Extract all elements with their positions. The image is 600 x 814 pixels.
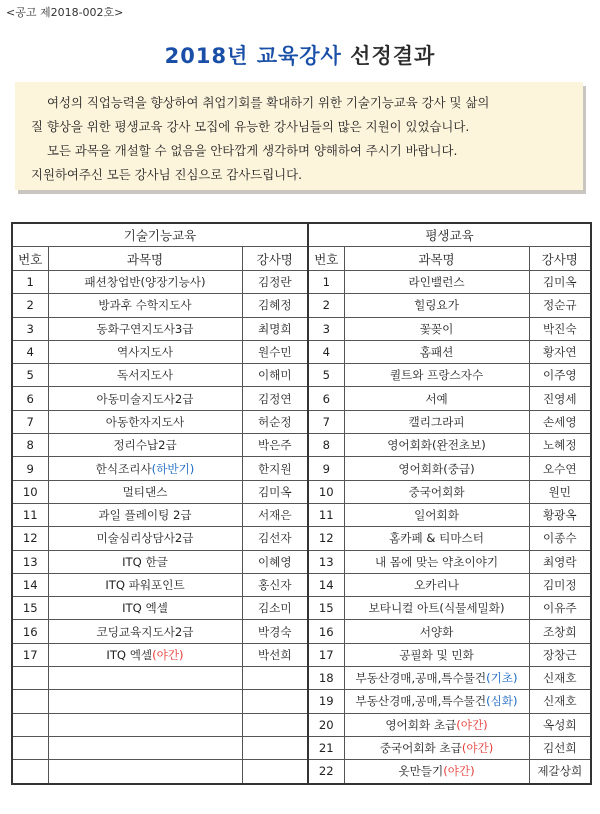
cell-no: 13 bbox=[12, 550, 48, 573]
empty-cell bbox=[12, 736, 48, 759]
subject-text: 독서지도사 bbox=[117, 368, 173, 383]
cell-no: 4 bbox=[12, 340, 48, 363]
page-title bbox=[0, 40, 600, 70]
cell-instructor: 김정란 bbox=[242, 271, 308, 294]
cell-instructor: 김소미 bbox=[242, 597, 308, 620]
cell-instructor: 최영락 bbox=[529, 550, 591, 573]
table-row bbox=[12, 573, 591, 596]
cell-instructor: 장창근 bbox=[529, 643, 591, 666]
cell-subject bbox=[48, 317, 242, 340]
table-row bbox=[12, 713, 591, 736]
cell-subject bbox=[344, 434, 529, 457]
subject-text: 미술심리상담사2급 bbox=[96, 531, 194, 546]
empty-cell bbox=[12, 690, 48, 713]
notice-box bbox=[15, 82, 583, 190]
table-row bbox=[12, 667, 591, 690]
cell-instructor: 허순정 bbox=[242, 410, 308, 433]
subject-text: 퀼트와 프랑스자수 bbox=[389, 368, 484, 383]
cell-subject bbox=[48, 550, 242, 573]
col-header-instructor: 강사명 bbox=[242, 247, 308, 271]
empty-cell bbox=[242, 667, 308, 690]
cell-subject bbox=[344, 597, 529, 620]
subject-text: 홈카페 & 티마스터 bbox=[389, 531, 484, 546]
cell-subject bbox=[344, 364, 529, 387]
cell-no: 22 bbox=[308, 760, 344, 784]
cell-no: 6 bbox=[12, 387, 48, 410]
subject-text: 중국어회화 초급 bbox=[379, 741, 462, 756]
cell-subject bbox=[344, 643, 529, 666]
subject-text: 영어회화(중급) bbox=[398, 461, 475, 476]
cell-instructor: 김선자 bbox=[242, 527, 308, 550]
table-row bbox=[12, 503, 591, 526]
title-rest: 선정결과 bbox=[350, 44, 436, 68]
subject-text: 부동산경매,공매,특수물건 bbox=[355, 671, 487, 686]
cell-subject bbox=[48, 597, 242, 620]
subject-text: 서예 bbox=[425, 391, 448, 406]
cell-subject bbox=[344, 271, 529, 294]
cell-subject bbox=[344, 503, 529, 526]
cell-no: 16 bbox=[308, 620, 344, 643]
cell-no: 4 bbox=[308, 340, 344, 363]
cell-instructor: 홍신자 bbox=[242, 573, 308, 596]
cell-no: 1 bbox=[12, 271, 48, 294]
cell-instructor: 오수연 bbox=[529, 457, 591, 480]
cell-instructor: 박은주 bbox=[242, 434, 308, 457]
cell-no: 5 bbox=[308, 364, 344, 387]
subject-tag: (기초) bbox=[486, 671, 518, 686]
cell-no: 7 bbox=[12, 410, 48, 433]
cell-no: 17 bbox=[308, 643, 344, 666]
notice-line: 여성의 직업능력을 향상하여 취업기회를 확대하기 위한 기술기능교육 강사 및 삶의 bbox=[47, 95, 490, 110]
cell-no: 17 bbox=[12, 643, 48, 666]
subject-text: 아동미술지도사2급 bbox=[96, 391, 194, 406]
cell-no: 8 bbox=[12, 434, 48, 457]
cell-instructor: 박선희 bbox=[242, 643, 308, 666]
subject-text: ITQ 파워포인트 bbox=[105, 578, 185, 592]
subject-text: 패션창업반(양장기능사) bbox=[84, 275, 206, 290]
cell-no: 1 bbox=[308, 271, 344, 294]
cell-no: 9 bbox=[308, 457, 344, 480]
cell-subject bbox=[344, 550, 529, 573]
cell-no: 11 bbox=[308, 503, 344, 526]
table-row bbox=[12, 597, 591, 620]
subject-text: 아동한자지도사 bbox=[105, 414, 185, 429]
cell-instructor: 박경숙 bbox=[242, 620, 308, 643]
col-header-subject: 과목명 bbox=[48, 247, 242, 271]
cell-no: 3 bbox=[12, 317, 48, 340]
col-header-instructor: 강사명 bbox=[529, 247, 591, 271]
cell-instructor: 김미옥 bbox=[242, 480, 308, 503]
cell-no: 3 bbox=[308, 317, 344, 340]
cell-instructor: 최명희 bbox=[242, 317, 308, 340]
cell-subject bbox=[48, 410, 242, 433]
cell-instructor: 옥성희 bbox=[529, 713, 591, 736]
cell-subject bbox=[344, 527, 529, 550]
subject-text: 동화구연지도사3급 bbox=[96, 321, 194, 336]
cell-no: 10 bbox=[12, 480, 48, 503]
cell-no: 7 bbox=[308, 410, 344, 433]
notice-line: 지원하여주신 모든 강사님 진심으로 감사드립니다. bbox=[31, 167, 303, 182]
subject-text: 보타니컬 아트(식물세밀화) bbox=[368, 601, 505, 616]
empty-cell bbox=[48, 736, 242, 759]
cell-subject bbox=[48, 643, 242, 666]
cell-subject bbox=[344, 760, 529, 784]
subject-tag: (야간) bbox=[443, 764, 475, 779]
table-row bbox=[12, 620, 591, 643]
results-table bbox=[11, 222, 592, 785]
cell-no: 14 bbox=[308, 573, 344, 596]
cell-no: 13 bbox=[308, 550, 344, 573]
table-body bbox=[12, 271, 591, 784]
col-header-no: 번호 bbox=[308, 247, 344, 271]
subject-text: 홈패션 bbox=[419, 345, 454, 360]
subject-text: 부동산경매,공매,특수물건 bbox=[355, 694, 487, 709]
subject-tag: (야간) bbox=[461, 741, 494, 756]
cell-subject bbox=[344, 736, 529, 759]
subject-text: 방과후 수학지도사 bbox=[98, 298, 192, 313]
cell-subject bbox=[48, 480, 242, 503]
cell-no: 5 bbox=[12, 364, 48, 387]
cell-instructor: 이종수 bbox=[529, 527, 591, 550]
cell-subject bbox=[344, 410, 529, 433]
cell-instructor: 노혜정 bbox=[529, 434, 591, 457]
title-highlight: 2018년 교육강사 bbox=[164, 44, 342, 68]
cell-subject bbox=[344, 667, 529, 690]
table-row bbox=[12, 457, 591, 480]
cell-instructor: 제갈상희 bbox=[529, 760, 591, 784]
empty-cell bbox=[12, 667, 48, 690]
cell-no: 14 bbox=[12, 573, 48, 596]
cell-no: 16 bbox=[12, 620, 48, 643]
cell-instructor: 김미옥 bbox=[529, 271, 591, 294]
cell-subject bbox=[48, 271, 242, 294]
table-row bbox=[12, 317, 591, 340]
cell-no: 20 bbox=[308, 713, 344, 736]
empty-cell bbox=[242, 713, 308, 736]
notice-number: <공고 제2018-002호> bbox=[6, 6, 124, 19]
cell-instructor: 이혜영 bbox=[242, 550, 308, 573]
cell-subject bbox=[344, 340, 529, 363]
cell-no: 10 bbox=[308, 480, 344, 503]
table-row bbox=[12, 340, 591, 363]
subject-text: 일어회화 bbox=[414, 508, 459, 523]
subject-text: 공필화 및 민화 bbox=[399, 647, 474, 662]
cell-instructor: 황광옥 bbox=[529, 503, 591, 526]
cell-instructor: 서재은 bbox=[242, 503, 308, 526]
cell-instructor: 이주영 bbox=[529, 364, 591, 387]
subject-tag: (심화) bbox=[486, 694, 518, 709]
subject-tag: (야간) bbox=[456, 717, 488, 732]
empty-cell bbox=[242, 690, 308, 713]
cell-no: 9 bbox=[12, 457, 48, 480]
subject-text: 힐링요가 bbox=[414, 298, 459, 313]
subject-text: 정리수납2급 bbox=[113, 438, 177, 453]
subject-text: 중국어회화 bbox=[408, 484, 465, 499]
cell-subject bbox=[344, 690, 529, 713]
cell-subject bbox=[344, 713, 529, 736]
cell-no: 6 bbox=[308, 387, 344, 410]
table-row bbox=[12, 271, 591, 294]
empty-cell bbox=[48, 713, 242, 736]
cell-instructor: 김선희 bbox=[529, 736, 591, 759]
cell-subject bbox=[48, 364, 242, 387]
empty-cell bbox=[242, 736, 308, 759]
cell-subject bbox=[344, 317, 529, 340]
table-row bbox=[12, 527, 591, 550]
table-row bbox=[12, 690, 591, 713]
table-row bbox=[12, 364, 591, 387]
subject-text: 역사지도사 bbox=[117, 345, 173, 360]
cell-instructor: 이해미 bbox=[242, 364, 308, 387]
cell-instructor: 정순규 bbox=[529, 294, 591, 317]
subject-text: 라인밸런스 bbox=[408, 275, 465, 290]
subject-tag: (야간) bbox=[152, 647, 184, 662]
cell-no: 2 bbox=[12, 294, 48, 317]
table-row bbox=[12, 736, 591, 759]
col-header-no: 번호 bbox=[12, 247, 48, 271]
subject-text: 오카리나 bbox=[414, 578, 459, 592]
cell-no: 11 bbox=[12, 503, 48, 526]
subject-text: 코딩교육지도사2급 bbox=[96, 624, 194, 639]
subject-text: 꽃꽂이 bbox=[419, 321, 454, 336]
cell-instructor: 박진숙 bbox=[529, 317, 591, 340]
cell-subject bbox=[48, 457, 242, 480]
cell-instructor: 신재호 bbox=[529, 667, 591, 690]
subject-text: 영어회화(완전초보) bbox=[387, 438, 486, 453]
cell-no: 19 bbox=[308, 690, 344, 713]
empty-cell bbox=[12, 713, 48, 736]
empty-cell bbox=[48, 690, 242, 713]
cell-subject bbox=[344, 294, 529, 317]
cell-instructor: 진영세 bbox=[529, 387, 591, 410]
cell-no: 15 bbox=[308, 597, 344, 620]
cell-subject bbox=[48, 503, 242, 526]
cell-no: 12 bbox=[308, 527, 344, 550]
subject-text: 옷만들기 bbox=[398, 764, 444, 779]
empty-cell bbox=[242, 760, 308, 784]
cell-subject bbox=[48, 294, 242, 317]
cell-instructor: 손세영 bbox=[529, 410, 591, 433]
cell-subject bbox=[344, 480, 529, 503]
cell-no: 15 bbox=[12, 597, 48, 620]
cell-no: 12 bbox=[12, 527, 48, 550]
cell-subject bbox=[344, 620, 529, 643]
empty-cell bbox=[48, 760, 242, 784]
subject-text: 한식조리사 bbox=[95, 461, 152, 476]
subject-text: 캘리그라피 bbox=[408, 414, 465, 429]
cell-subject bbox=[48, 387, 242, 410]
table-row bbox=[12, 410, 591, 433]
subject-text: ITQ 엑셀 bbox=[106, 647, 153, 662]
cell-subject bbox=[48, 620, 242, 643]
cell-instructor: 신재호 bbox=[529, 690, 591, 713]
subject-text: 내 몸에 맞는 약초이야기 bbox=[374, 554, 499, 569]
table-row bbox=[12, 387, 591, 410]
right-category-header: 평생교육 bbox=[308, 223, 591, 247]
left-category-header: 기술기능교육 bbox=[12, 223, 308, 247]
subject-tag: (하반기) bbox=[151, 461, 195, 476]
cell-subject bbox=[344, 387, 529, 410]
cell-no: 21 bbox=[308, 736, 344, 759]
empty-cell bbox=[48, 667, 242, 690]
cell-instructor: 원수민 bbox=[242, 340, 308, 363]
cell-instructor: 김미정 bbox=[529, 573, 591, 596]
col-header-subject: 과목명 bbox=[344, 247, 529, 271]
cell-instructor: 이유주 bbox=[529, 597, 591, 620]
subject-text: ITQ 엑셀 bbox=[122, 601, 168, 616]
cell-instructor: 김혜정 bbox=[242, 294, 308, 317]
table-row bbox=[12, 643, 591, 666]
table-row bbox=[12, 760, 591, 784]
cell-subject bbox=[344, 573, 529, 596]
cell-no: 2 bbox=[308, 294, 344, 317]
cell-no: 18 bbox=[308, 667, 344, 690]
cell-subject bbox=[48, 573, 242, 596]
table-row bbox=[12, 550, 591, 573]
cell-instructor: 조창희 bbox=[529, 620, 591, 643]
empty-cell bbox=[12, 760, 48, 784]
subject-text: 서양화 bbox=[419, 624, 454, 639]
table-row bbox=[12, 480, 591, 503]
cell-subject bbox=[48, 340, 242, 363]
notice-line: 질 향상을 위한 평생교육 강사 모집에 유능한 강사님들의 많은 지원이 있었습니다. bbox=[31, 119, 470, 134]
cell-subject bbox=[344, 457, 529, 480]
cell-instructor: 김정연 bbox=[242, 387, 308, 410]
cell-subject bbox=[48, 434, 242, 457]
cell-instructor: 한지원 bbox=[242, 457, 308, 480]
table-row bbox=[12, 294, 591, 317]
cell-instructor: 원민 bbox=[529, 480, 591, 503]
cell-no: 8 bbox=[308, 434, 344, 457]
subject-text: 멀티댄스 bbox=[122, 484, 168, 499]
notice-line: 모든 과목을 개설할 수 없음을 안타깝게 생각하며 양해하여 주시기 바랍니다. bbox=[47, 143, 458, 158]
subject-text: 과일 플레이팅 2급 bbox=[98, 508, 192, 523]
subject-text: ITQ 한글 bbox=[122, 554, 168, 569]
cell-subject bbox=[48, 527, 242, 550]
subject-text: 영어회화 초급 bbox=[385, 717, 457, 732]
table-row bbox=[12, 434, 591, 457]
cell-instructor: 황자연 bbox=[529, 340, 591, 363]
